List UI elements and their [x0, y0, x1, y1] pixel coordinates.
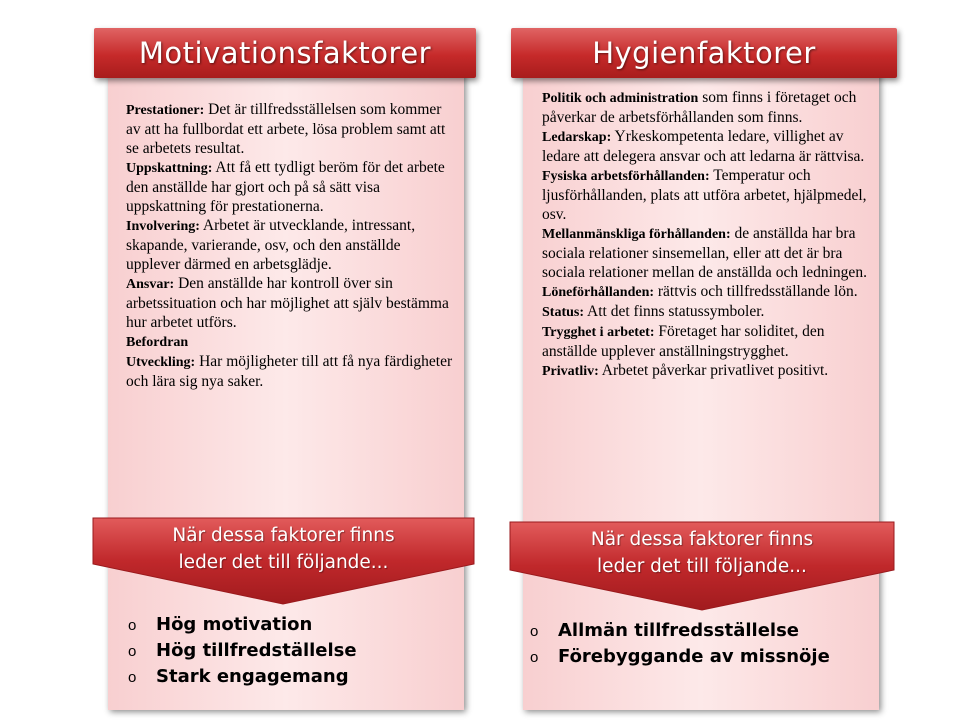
motivation-header: Motivationsfaktorer: [94, 28, 476, 78]
description-item: Trygghet i arbetet: Företaget har soliditet, den anställde upplever anställningstrygghet.: [542, 323, 825, 360]
motivation-outcomes: [128, 612, 357, 690]
motivation-description: [126, 100, 456, 391]
description-item: Privatliv: Arbetet påverkar privatlivet positivt.: [542, 362, 829, 379]
description-item: Ansvar: Den anställde har kontroll över sin arbetssituation och har möjlighet att själv bestämma hur arbetet utförs.: [126, 275, 449, 331]
description-item: Löneförhållanden: rättvis och tillfredsställande lön.: [542, 283, 858, 300]
hygiene-description: [542, 88, 874, 381]
description-item: Mellanmänskliga förhållanden: de anställda har bra sociala relationer sinsemellan, eller att det är bra sociala relationer mellan de anställda och ledningen.: [542, 225, 867, 281]
outcome-item: o Förebyggande av missnöje: [530, 646, 830, 667]
outcome-item: o Hög motivation: [128, 614, 313, 635]
description-item: Befordran: [126, 335, 189, 350]
outcome-item: o Hög tillfredställelse: [128, 640, 357, 661]
motivation-arrow: [90, 516, 477, 606]
hygiene-arrow: [507, 520, 897, 612]
outcome-item: o Stark engagemang: [128, 666, 349, 687]
description-item: Utveckling: Har möjligheter till att få nya färdigheter och lära sig nya saker.: [126, 353, 453, 390]
hygiene-outcomes: [530, 618, 830, 670]
description-item: Politik och administration som finns i företaget och påverkar de arbetsförhållanden som finns.: [542, 89, 857, 126]
description-item: Status: Att det finns statussymboler.: [542, 303, 765, 320]
outcome-item: o Allmän tillfredsställelse: [530, 620, 799, 641]
arrow-text: När dessa faktorer finns leder det till följande...: [590, 529, 814, 577]
description-item: Involvering: Arbetet är utvecklande, intressant, skapande, varierande, osv, och den anställde upplever därmed en arbetsglädje.: [126, 217, 416, 273]
description-item: Prestationer: Det är tillfredsställelsen som kommer av att ha fullbordat ett arbete, lösa problem samt att se arbetets resultat.: [126, 101, 446, 157]
hygiene-header: Hygienfaktorer: [511, 28, 897, 78]
description-item: Ledarskap: Yrkeskompetenta ledare, villighet av ledare att delegera ansvar och att ledarna är rättvisa.: [542, 128, 865, 165]
arrow-text: När dessa faktorer finns leder det till följande...: [172, 525, 395, 573]
description-item: Uppskattning: Att få ett tydligt beröm för det arbete den anställde har gjort och på så sätt visa uppskattning för prestationerna.: [126, 159, 445, 215]
description-item: Fysiska arbetsförhållanden: Temperatur och ljusförhållanden, plats att utföra arbetet, hjälpmedel, osv.: [542, 167, 867, 223]
